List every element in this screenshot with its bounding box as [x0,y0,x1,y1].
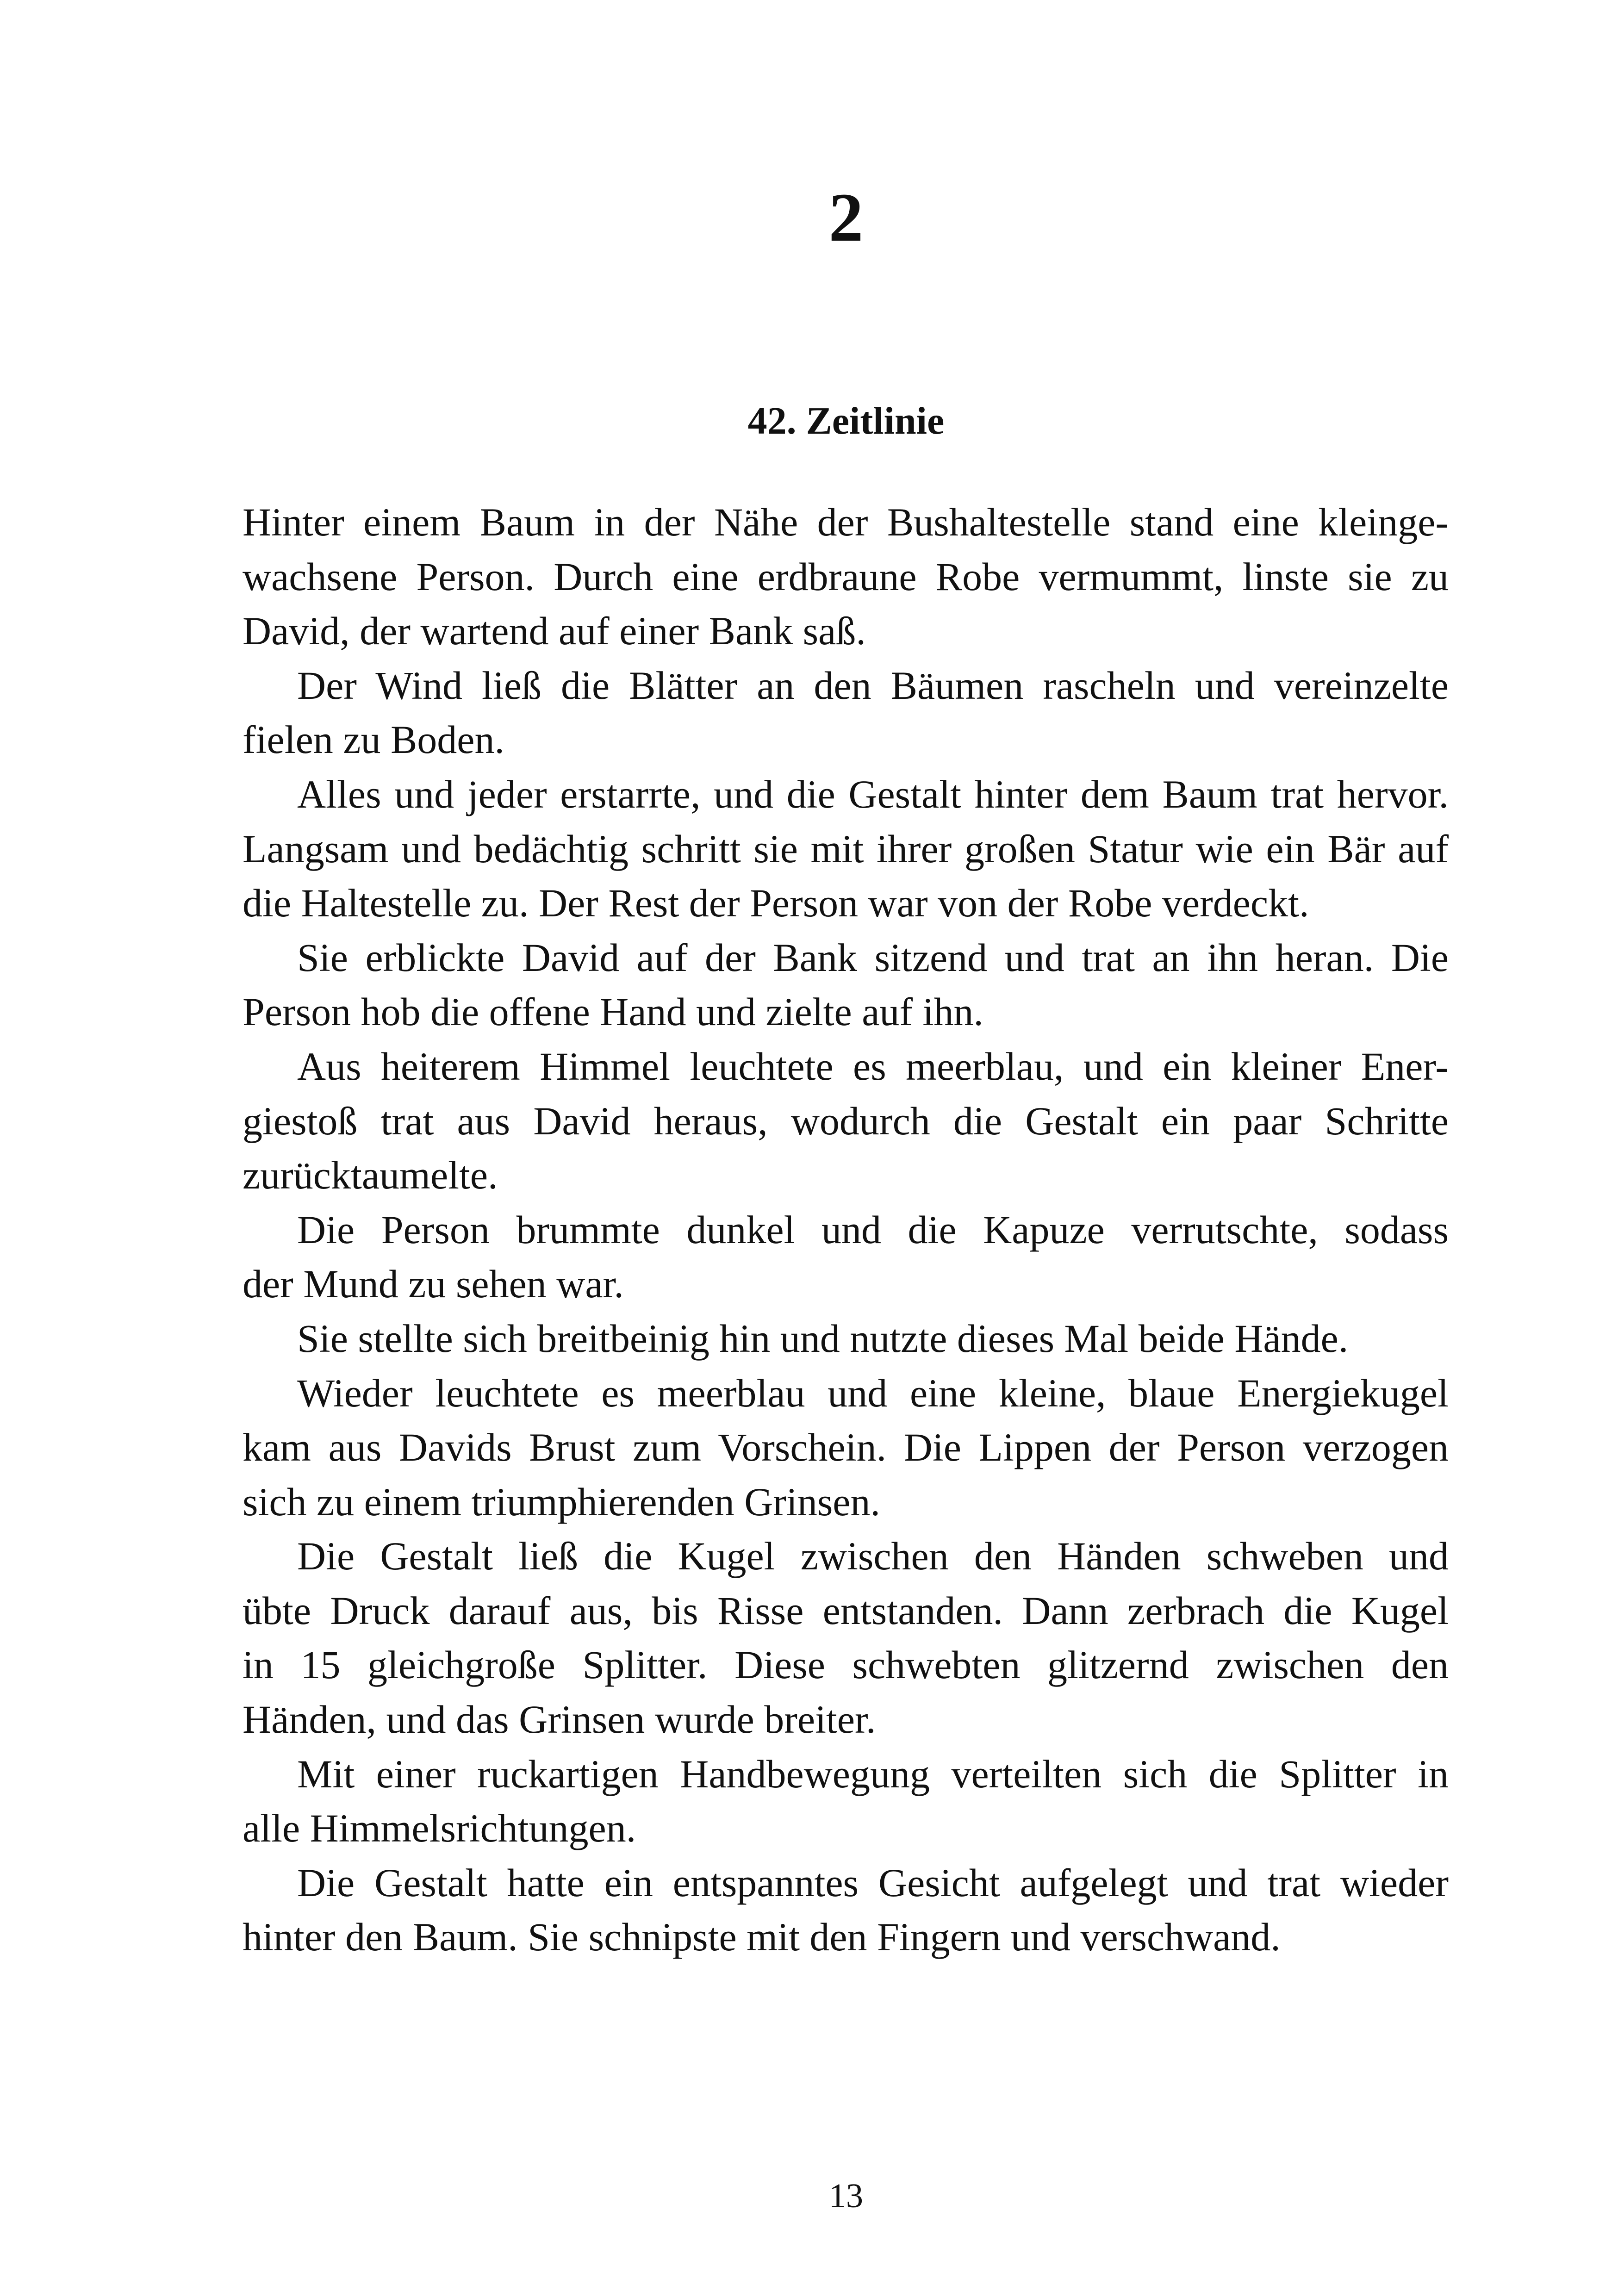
text-line: Mit einer ruckartigen Handbewegung verteilten sich die Splitter in [297,1751,1449,1796]
paragraph [243,659,1449,767]
text-line: David, der wartend auf einer Bank saß. [243,609,866,653]
text-line: giestoß trat aus David heraus, wodurch die Gestalt ein paar Schritte [243,1098,1449,1143]
paragraph [243,1039,1449,1203]
paragraph [243,1366,1449,1530]
paragraph [243,495,1449,659]
text-line: die Haltestelle zu. Der Rest der Person war von der Robe verdeckt. [243,881,1309,926]
text-line: alle Himmelsrichtungen. [243,1806,636,1851]
text-line: sich zu einem triumphierenden Grinsen. [243,1479,880,1524]
text-line: Alles und jeder erstarrte, und die Gestalt hinter dem Baum trat hervor. [297,772,1449,816]
text-line: Wieder leuchtete es meerblau und eine kleine, blaue Energiekugel [297,1370,1449,1415]
text-line: in 15 gleichgroße Splitter. Diese schwebten glitzernd zwischen den [243,1643,1449,1687]
chapter-number: 2 [828,179,864,256]
text-line: Die Gestalt hatte ein entspanntes Gesicht aufgelegt und trat wieder [297,1860,1449,1905]
paragraph [243,1747,1449,1856]
paragraph [243,931,1449,1039]
text-line: Person hob die offene Hand und zielte auf ihn. [243,989,983,1034]
paragraph [243,767,1449,931]
text-line: fielen zu Boden. [243,717,504,762]
paragraph [243,1529,1449,1747]
paragraph [243,1856,1449,1965]
paragraph [243,1203,1449,1312]
text-line: wachsene Person. Durch eine erdbraune Robe vermummt, linste sie zu [243,554,1449,599]
text-line: übte Druck darauf aus, bis Risse entstanden. Dann zerbrach die Kugel [243,1588,1449,1633]
text-line: Aus heiterem Himmel leuchtete es meerblau, und ein kleiner Ener- [297,1044,1449,1089]
text-line: der Mund zu sehen war. [243,1262,624,1307]
paragraph [243,1312,1449,1366]
text-line: Die Gestalt ließ die Kugel zwischen den Händen schweben und [297,1534,1449,1579]
text-line: kam aus Davids Brust zum Vorschein. Die Lippen der Person verzogen [243,1425,1449,1470]
text-line: Langsam und bedächtig schritt sie mit ihrer großen Statur wie ein Bär auf [243,826,1449,871]
text-line: Sie erblickte David auf der Bank sitzend und trat an ihn heran. Die [297,935,1449,980]
body-text [243,495,1449,1965]
text-line: Händen, und das Grinsen wurde breiter. [243,1697,876,1742]
text-line: Hinter einem Baum in der Nähe der Bushaltestelle stand eine kleinge- [243,500,1449,544]
text-line: Sie stellte sich breitbeinig hin und nutzte dieses Mal beide Hände. [297,1316,1349,1361]
text-line: Die Person brummte dunkel und die Kapuze verrutschte, sodass [297,1207,1449,1252]
text-line: Der Wind ließ die Blätter an den Bäumen rascheln und vereinzelte [297,663,1449,708]
text-line: hinter den Baum. Sie schnipste mit den Fingern und verschwand. [243,1915,1281,1960]
text-line: zurücktaumelte. [243,1153,498,1198]
page-number: 13 [829,2177,863,2215]
section-title: 42. Zeitlinie [747,399,945,442]
